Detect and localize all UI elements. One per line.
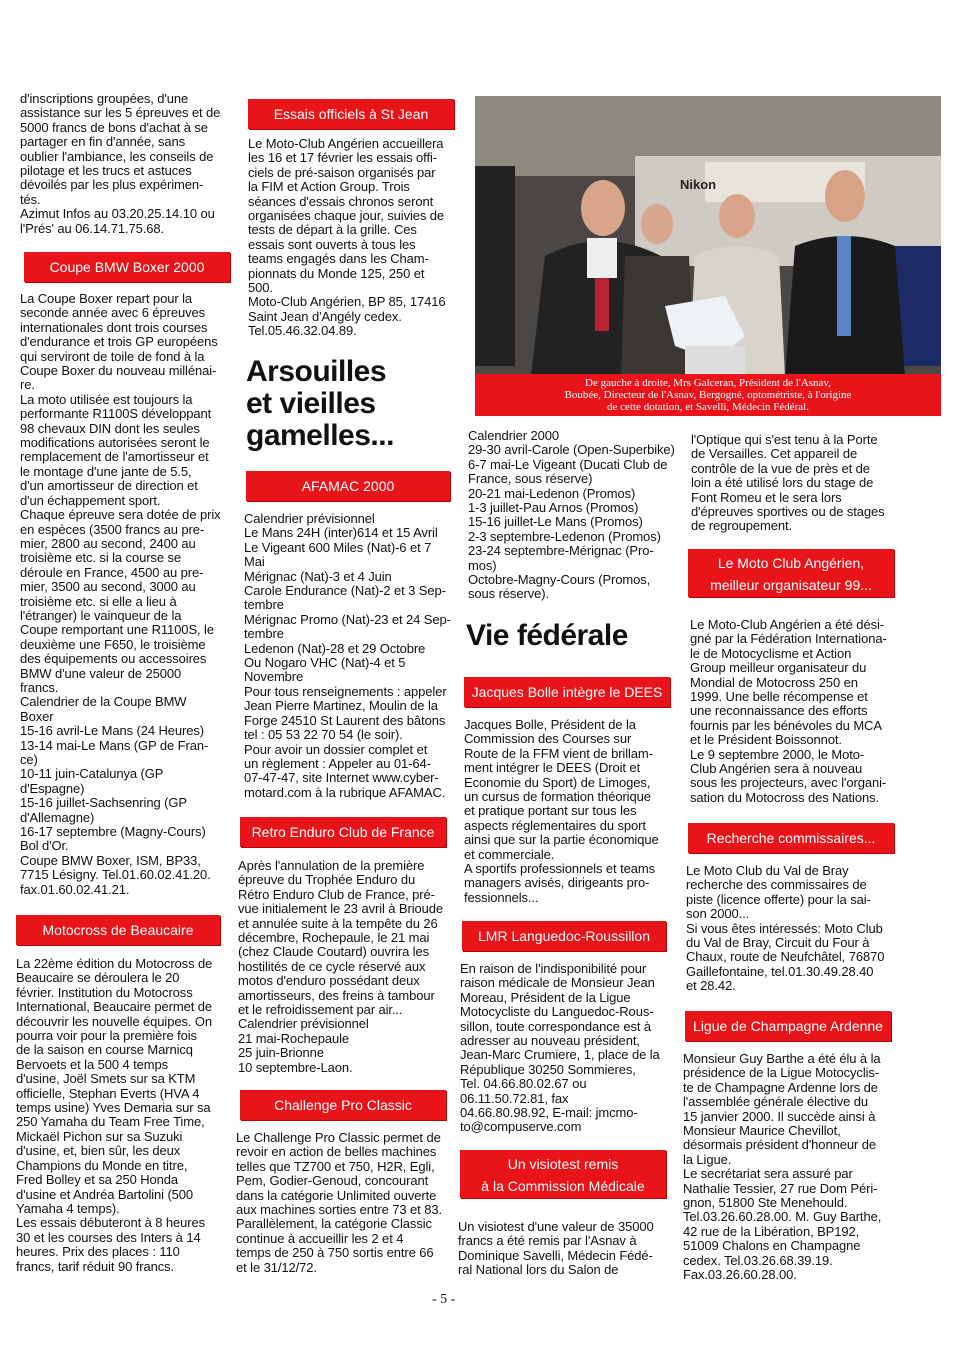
recherche-text: Le Moto Club du Val de Bray recherche des commissaires de piste (licence offerte) pour la sai- son 2000... Si vous êtes intéressés: Moto Club du Val de Bray, Circuit du Four à Chaux, route de Neufchâtel, 76870 Gaillefontaine, tel.01.30.49.28.40 et 28.42. [686,863,885,994]
angerien-text: Le Moto-Club Angérien a été dési- gné par la Fédération Internationa- le de Motocyclisme et Action Group meilleur organisateur du Mondial de Motocross 250 en 1999. Une belle récompense et une reconnaissance des efforts fournis par les bénévoles du MCA et le Président Boissonnot. Le 9 septembre 2000, le Moto- Club Angérien sera à nouveau sous les projecteurs, avec l'organi- sation du Motocross des Nations. [690,617,887,805]
angerien-article [690,618,904,805]
essais-text: Le Moto-Club Angérien accueillera les 16 et 17 février les essais offi- ciels de pré-saison organisés par la FIM et Action Group. Trois séances d'essais chronos seront organisées chaque jour, suivies de tests de départ à la grille. Ces essais sont ouverts à tous les teams engagés dans les Cham- pionnats du Monde 125, 250 et 500. Moto-Club Angérien, BP 85, 17416 Saint Jean d'Angély cedex. Tel.05.46.32.04.89. [248,136,446,339]
retro-enduro-text: Après l'annulation de la première épreuve du Trophée Enduro du Rétro Enduro Club de France, pré- vue initialement le 23 avril à Brioude et annulée suite à la tempête du 26 décembre, Rochepaule, le 21 mai (chez Claude Coutard) ouvrira les hostilités de ce cycle réservé aux motos d'enduro possédant deux amortisseurs, des freins à tambour et le refroidissement par air... Calendrier prévisionnel 21 mai-Rochepaule 25 juin-Brionne 10 septembre-Laon. [238,858,444,1075]
beaucaire-article [16,957,230,1274]
column-1 [20,92,234,236]
vie-federale-title-block [466,620,678,652]
essais-article [248,137,456,339]
champagne-text: Monsieur Guy Barthe a été élu à la présidence de la Ligue Motocyclis- te de Champagne Ardenne lors de l'assemblée générale élective du 15 janvier 2000. Il succède ainsi à Monsieur Maurice Chevillot, désormais président d'honneur de la Ligue. Le secrétariat sera assuré par Nathalie Tessier, 27 rue Dom Péri- gnon, 51800 Ste Menehould. Tel.03.26.60.28.00. M. Guy Barthe, 42 rue de la Libération, BP192, 51009 Chalons en Champagne cedex. Tel.03.26.68.39.19. Fax.03.26.60.28.00. [683,1051,882,1283]
essais-header: Essais officiels à St Jean [248,99,454,129]
lmr-header: LMR Languedoc-Roussillon [462,921,666,951]
afamac-article [244,512,456,800]
intro-text: d'inscriptions groupées, d'une assistance sur les 5 épreuves et de 5000 francs de bons d'achat à se partager en fin d'année, sans oublier l'ambiance, les conseils de pilotage et les trucs et astuces dévoilés par les plus expérimen- tés. Azimut Infos au 03.20.25.14.10 ou l'Prés' au 06.14.71.75.68. [20,91,221,236]
page-number: - 5 - [432,1292,456,1307]
bolle-header: Jacques Bolle intègre le DEES [464,677,670,707]
angerien-header [688,549,894,597]
bmw-boxer-article [20,292,234,897]
champagne-header: Ligue de Champagne Ardenne [685,1011,891,1041]
optique-text: l'Optique qui s'est tenu à la Porte de Versailles. Cet appareil de contrôle de la vue de près et de loin a été utilisé lors du stage de Font Romeu et le sera lors d'épreuves sportives ou de stages de regroupement. [691,432,885,534]
challenge-header: Challenge Pro Classic [240,1090,446,1120]
arsouilles-title: Arsouilles et vieilles gamelles... [246,355,394,452]
event-photo [475,96,941,416]
lmr-article [460,962,672,1135]
photo-illustration [475,96,941,416]
champagne-article [683,1052,899,1283]
visiotest-article [458,1220,670,1278]
nikon-sign: Nikon [680,177,717,192]
calendar-2000-text: Calendrier 2000 29-30 avril-Carole (Open-Superbike) 6-7 mai-Le Vigeant (Ducati Club de France, sous réserve) 20-21 mai-Ledenon (Promos) 1-3 juillet-Pau Arnos (Promos) 15-16 juillet-Le Mans (Promos) 2-3 septembre-Ledenon (Promos) 23-24 septembre-Mérignac (Pro- mos) Octobre-Magny-Cours (Promos, sous réserve). [468,428,675,602]
angerien-header-line-1: Le Moto Club Angérien, [717,555,865,571]
visiotest-header [460,1150,666,1198]
lmr-text: En raison de l'indisponibilité pour raison médicale de Monsieur Jean Moreau, Président de la Ligue Motocycliste du Languedoc-Rous- sillon, toute correspondance est à adresser au nouveau président, Jean-Marc Crumiere, 1, place de la République 30250 Sommieres, Tel. 04.66.80.02.67 ou 06.11.50.72.81, fax 04.66.80.98.92, E-mail: jmcmo- to@compuserve.com [460,961,660,1135]
beaucaire-header: Motocross de Beaucaire [16,915,220,945]
calendar-2000-block [468,429,680,602]
beaucaire-text: La 22ème édition du Motocross de Beaucaire se déroulera le 20 février. Institution du Motocross International, Beaucaire permet de découvrir les nouvelle équipes. On pourra voir pour la première fois de la saison en course Marnicq Bervoets et la 500 4 temps d'usine, Joël Smets sur sa KTM officielle, Stephan Everts (HVA 4 temps usine) Yves Demaria sur sa 250 Yamaha du Team Free Time, Mickaël Pichon sur sa Suzuki d'usine, et, bien sûr, les deux Champions du Monde en titre, Fred Bolley et sa 250 Honda d'usine et Andréa Bartolini (500 Yamaha 4 temps). Les essais débuteront à 8 heures 30 et les courses des Inters à 14 heures. Prix des places : 110 francs, tarif réduit 90 francs. [16,956,213,1274]
challenge-text: Le Challenge Pro Classic permet de revoir en action de belles machines telles que TZ700 et 750, H2R, Egli, Pem, Godier-Genoud, concourant dans la catégorie Unlimited ouverte aux machines sorties entre 73 et 83. Parallèlement, la catégorie Classic continue à accueillir les 2 et 4 temps de 250 à 750 sortis entre 66 et le 31/12/72. [236,1130,442,1275]
bolle-text: Jacques Bolle, Président de la Commission des Courses sur Route de la FFM vient de brillam- ment intégrer le DEES (Droit et Economie du Sport) de Limoges, un cursus de formation théorique et pratique portant sur tous les aspects réglementaires du sport ainsi que sur la partie économique et commerciale. A sportifs professionnels et teams managers avisés, dirigeants pro- fessionnels... [464,717,659,905]
vie-federale-title: Vie fédérale [466,619,628,652]
photo-caption: De gauche à droite, Mrs Galceran, Président de l'Asnav, Boubée, Directeur de l'Asnav, Bergogné, optométriste, à l'origine de cette dotation, et Savelli, Médecin Fédéral. [475,374,941,416]
recherche-header: Recherche commissaires... [688,823,894,853]
retro-enduro-header: Retro Enduro Club de France [240,817,446,847]
bmw-boxer-text: La Coupe Boxer repart pour la seconde année avec 6 épreuves internationales dont trois courses d'endurance et trois GP européens qui serviront de toile de fond à la Coupe Boxer du nouveau millénai- re. La moto utilisée est toujours la performante R1100S développant 98 chevaux DIN dont les seules modifications autorisées seront le remplacement de l'amortisseur et le montage d'une jante de 5.5, d'un amortisseur de direction et d'un échappement sport. Chaque épreuve sera dotée de prix en espèces (3500 francs au pre- mier, 2800 au second, 2400 au troisième etc. si la course se déroule en France, 4500 au pre- mier, 3500 au second, 3000 au troisième etc. si elle a lieu à l'étranger) le vainqueur de la Coupe remportant une R1100S, le deuxième une F650, le troisième des équipements ou accessoires BMW d'une valeur de 25000 francs. Calendrier de la Coupe BMW Boxer 15-16 avril-Le Mans (24 Heures) 13-14 mai-Le Mans (GP de Fran- ce) 10-11 juin-Catalunya (GP d'Espagne) 15-16 juillet-Sachsenring (GP d'Allemagne) 16-17 septembre (Magny-Cours) Bol d'Or. Coupe BMW Boxer, ISM, BP33, 7715 Lésigny. Tel.01.60.02.41.20. fax.01.60.02.41.21. [20,291,221,897]
retro-enduro-article [238,859,448,1075]
bmw-boxer-header: Coupe BMW Boxer 2000 [24,252,230,282]
visiotest-text: Un visiotest d'une valeur de 35000 francs a été remis par l'Asnav à Dominique Savelli, Médecin Fédé- ral National lors du Salon de [458,1219,654,1278]
visiotest-header-line-2: à la Commission Médicale [481,1178,645,1194]
afamac-text: Calendrier prévisionnel Le Mans 24H (inter)614 et 15 Avril Le Vigeant 600 Miles (Nat)-6 et 7 Mai Mérignac (Nat)-3 et 4 Juin Carole Endurance (Nat)-2 et 3 Sep- tembre Mérignac Promo (Nat)-23 et 24 Sep- tembre Ledenon (Nat)-28 et 29 Octobre Ou Nogaro VHC (Nat)-4 et 5 Novembre Pour tous renseignements : appeler Jean Pierre Martinez, Moulin de la Forge 24510 St Laurent des bâtons tel : 05 53 22 70 54 (le soir). Pour avoir un dossier complet et un règlement : Appeler au 01-64- 07-47-47, site Internet www.cyber- motard.com à la rubrique AFAMAC. [244,511,451,800]
bolle-article [464,718,678,905]
challenge-article [236,1131,448,1275]
angerien-header-line-2: meilleur organisateur 99... [710,577,872,593]
arsouilles-title-block [246,356,456,452]
afamac-header: AFAMAC 2000 [246,471,450,501]
optique-block [691,433,905,534]
visiotest-header-line-1: Un visiotest remis [507,1156,619,1172]
recherche-article [686,864,900,994]
